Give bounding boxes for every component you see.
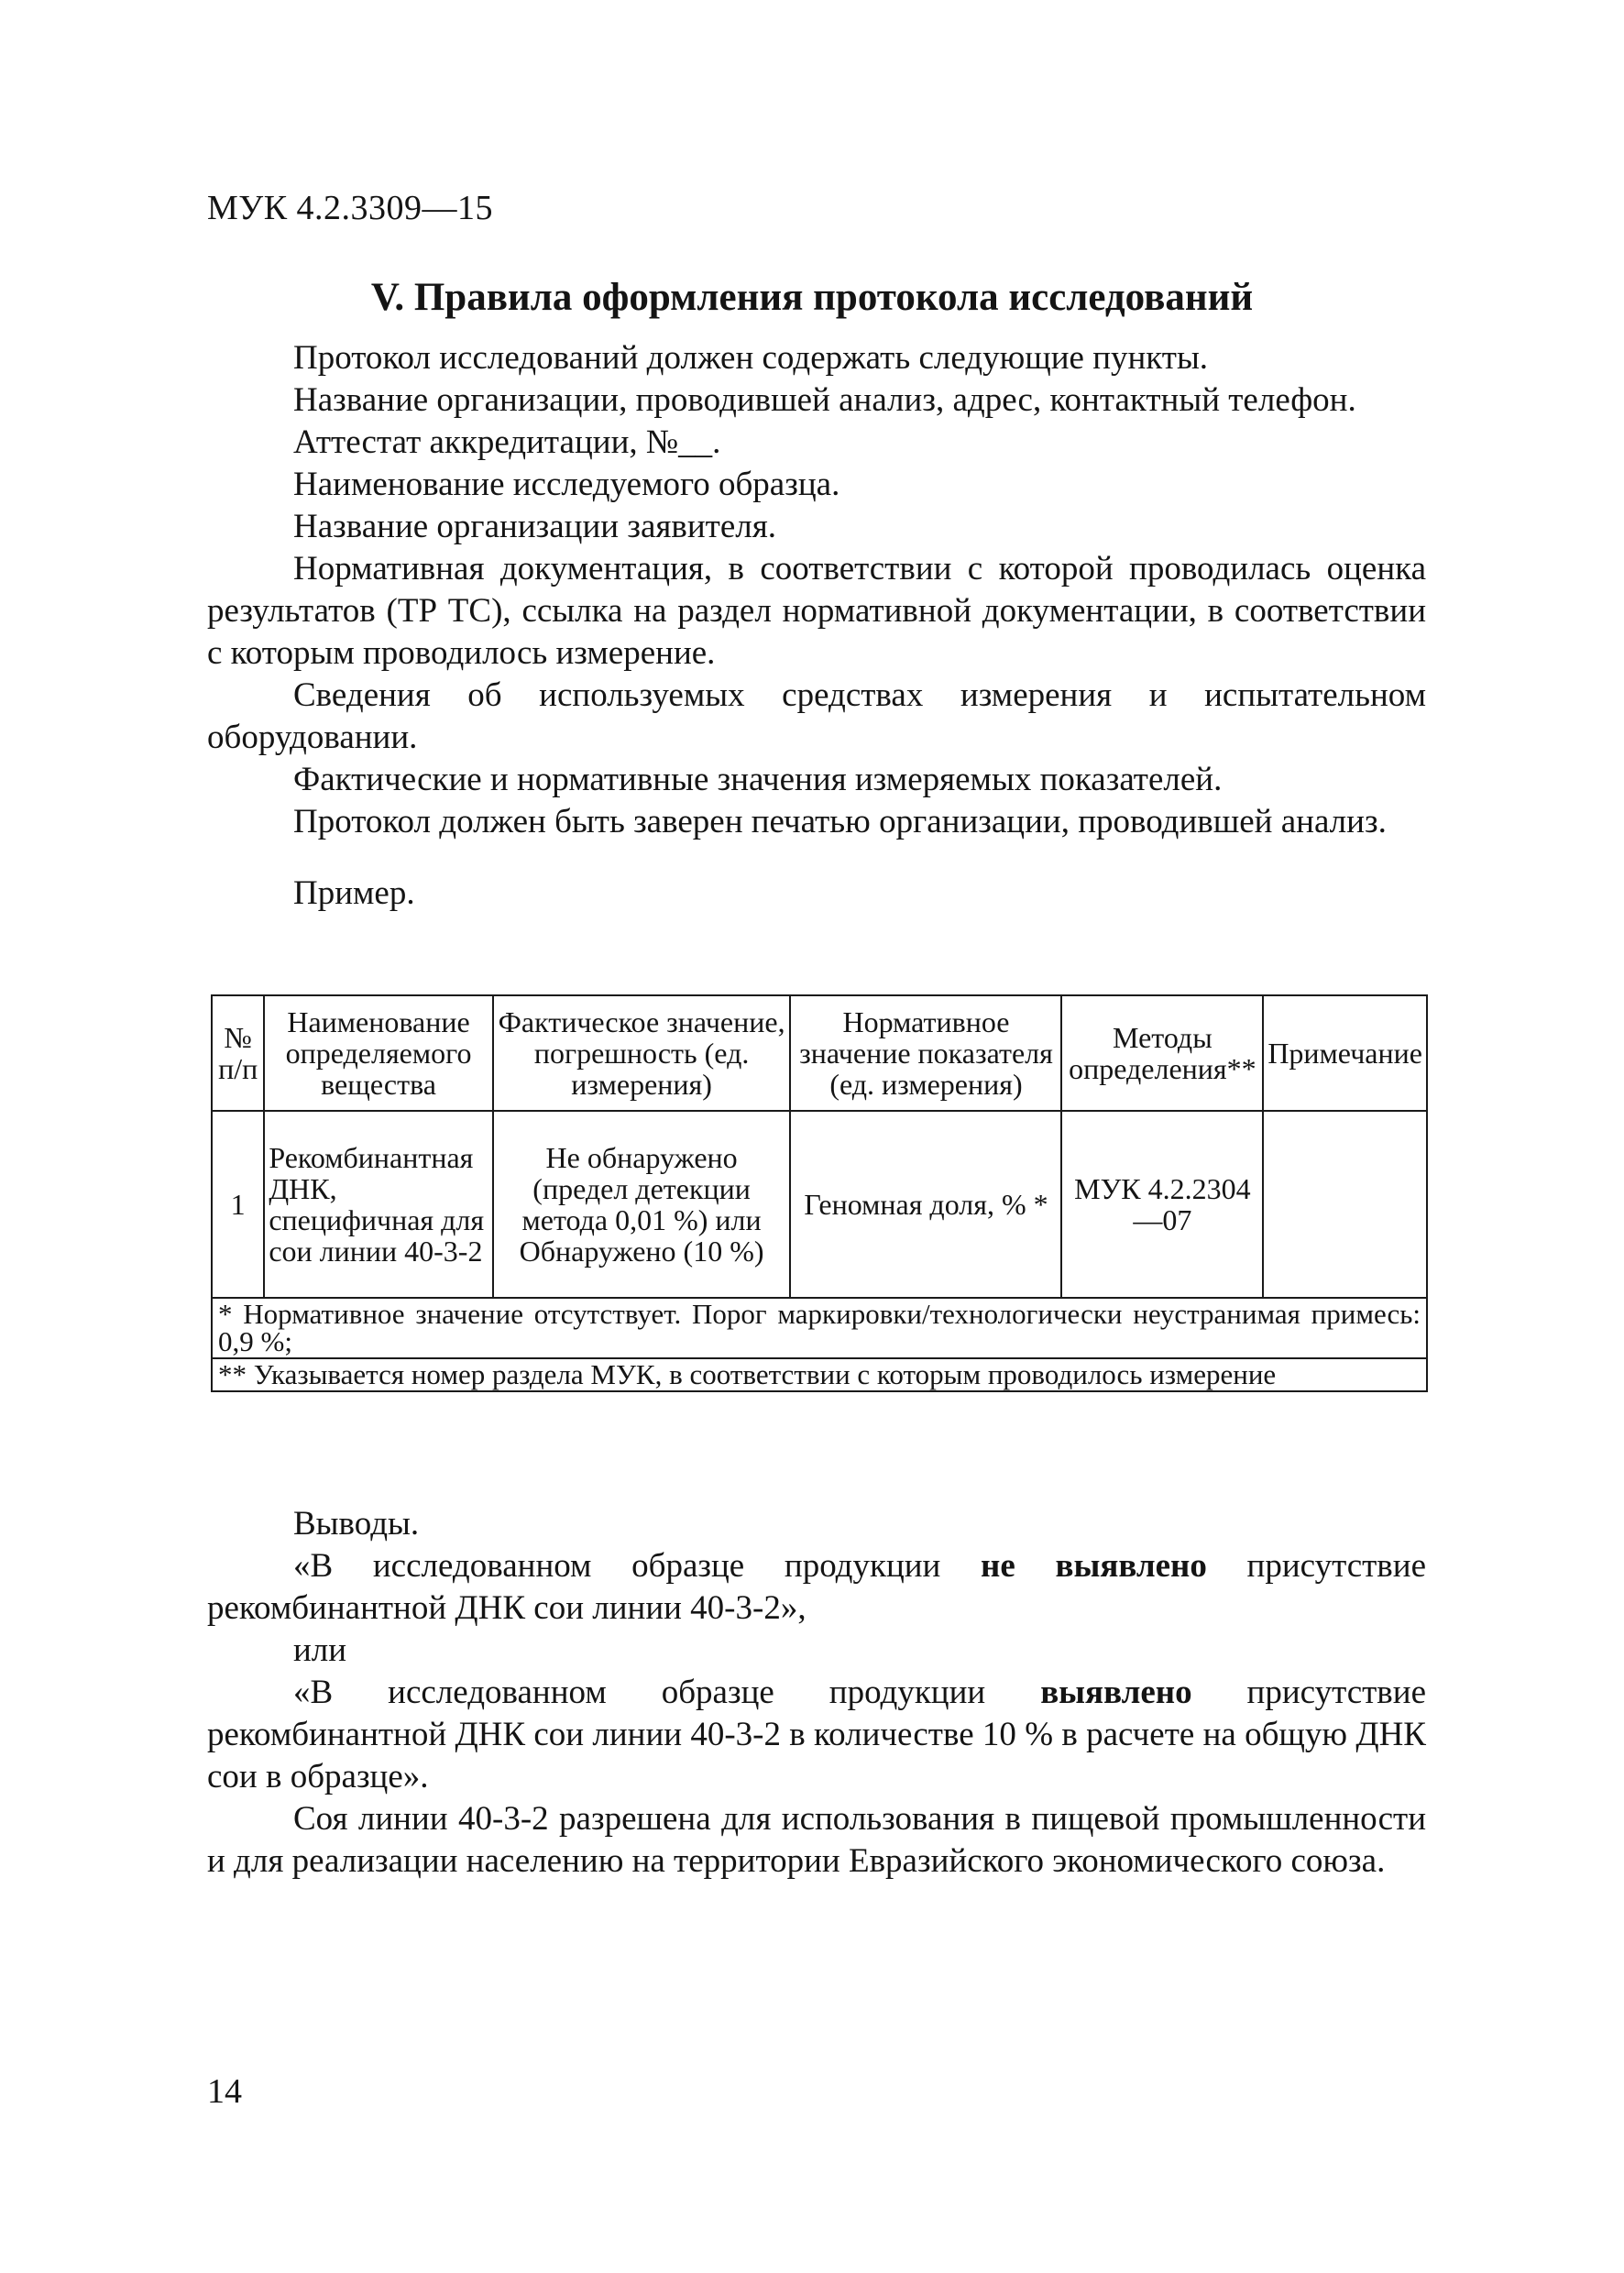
- footnote-row: [212, 1358, 1427, 1391]
- paragraph: Фактические и нормативные значения измеряемых показателей.: [293, 761, 1223, 798]
- conclusion-final: Соя линии 40-3-2 разрешена для использования в пищевой промышленности и для реализации населению на территории Евразийского экономического союза.: [207, 1800, 1426, 1880]
- paragraph: Наименование исследуемого образца.: [293, 466, 840, 503]
- paragraph: Сведения об используемых средствах измерения и испытательном оборудовании.: [207, 676, 1426, 756]
- document-code: МУК 4.2.3309—15: [207, 189, 494, 227]
- header-substance: Наименование определяемого вещества: [264, 995, 492, 1111]
- paragraph: Аттестат аккредитации, №__.: [293, 423, 721, 461]
- paragraph: Протокол исследований должен содержать следующие пункты.: [293, 339, 1209, 377]
- paragraph: Нормативная документация, в соответствии с которой проводилась оценка результатов (ТР ТС), ссылка на раздел нормативной документации, в соответствии с которым проводилось измерение.: [207, 550, 1426, 672]
- paragraph: Название организации заявителя.: [293, 508, 776, 545]
- text: присутствие рекомбинантной ДНК сои линии 40-3-2»,: [207, 1547, 1426, 1627]
- cell-normative: Геномная доля, % *: [790, 1111, 1061, 1298]
- header-note: Примечание: [1263, 995, 1427, 1111]
- example-label: Пример.: [293, 874, 415, 912]
- section-title: V. Правила оформления протокола исследований: [370, 276, 1254, 319]
- table-header-row: [212, 995, 1427, 1111]
- page-number: 14: [207, 2072, 242, 2111]
- header-method: Методы определения**: [1061, 995, 1263, 1111]
- emphasis: выявлено: [1040, 1674, 1192, 1711]
- paragraph: Протокол должен быть заверен печатью организации, проводившей анализ.: [293, 803, 1387, 840]
- emphasis: не выявлено: [981, 1547, 1207, 1585]
- conclusion-option-1: [207, 1545, 1426, 1630]
- protocol-requirements: [207, 337, 1426, 915]
- cell-substance: Рекомбинантная ДНК, специфичная для сои линии 40-3-2: [264, 1111, 492, 1298]
- cell-actual: Не обнаружено (предел детекции метода 0,01 %) или Обнаружено (10 %): [493, 1111, 791, 1298]
- footnote-2: ** Указывается номер раздела МУК, в соответствии с которым проводилось измерение: [212, 1358, 1427, 1391]
- header-num: № п/п: [212, 995, 264, 1111]
- conclusions-block: [207, 1503, 1426, 1883]
- table-row: [212, 1111, 1427, 1298]
- footnote-row: [212, 1298, 1427, 1358]
- cell-num: 1: [212, 1111, 264, 1298]
- text: присутствие рекомбинантной ДНК сои линии 40-3-2 в количестве 10 % в расчете на общую ДНК сои в образце».: [207, 1674, 1426, 1795]
- text: «В исследованном образце продукции: [293, 1547, 982, 1585]
- conclusion-or: или: [293, 1631, 347, 1669]
- text: «В исследованном образце продукции: [293, 1674, 1041, 1711]
- conclusion-option-2: [207, 1672, 1426, 1798]
- paragraph: Название организации, проводившей анализ, адрес, контактный телефон.: [293, 381, 1356, 419]
- footnote-1: * Нормативное значение отсутствует. Порог маркировки/технологически неустранимая примесь: 0,9 %;: [212, 1298, 1427, 1358]
- header-actual: Фактическое значение, погрешность (ед. измерения): [493, 995, 791, 1111]
- header-normative: Нормативное значение показателя (ед. измерения): [790, 995, 1061, 1111]
- cell-method: МУК 4.2.2304—07: [1061, 1111, 1263, 1298]
- conclusions-heading: Выводы.: [293, 1505, 420, 1543]
- cell-note: [1263, 1111, 1427, 1298]
- example-table: [211, 994, 1428, 1392]
